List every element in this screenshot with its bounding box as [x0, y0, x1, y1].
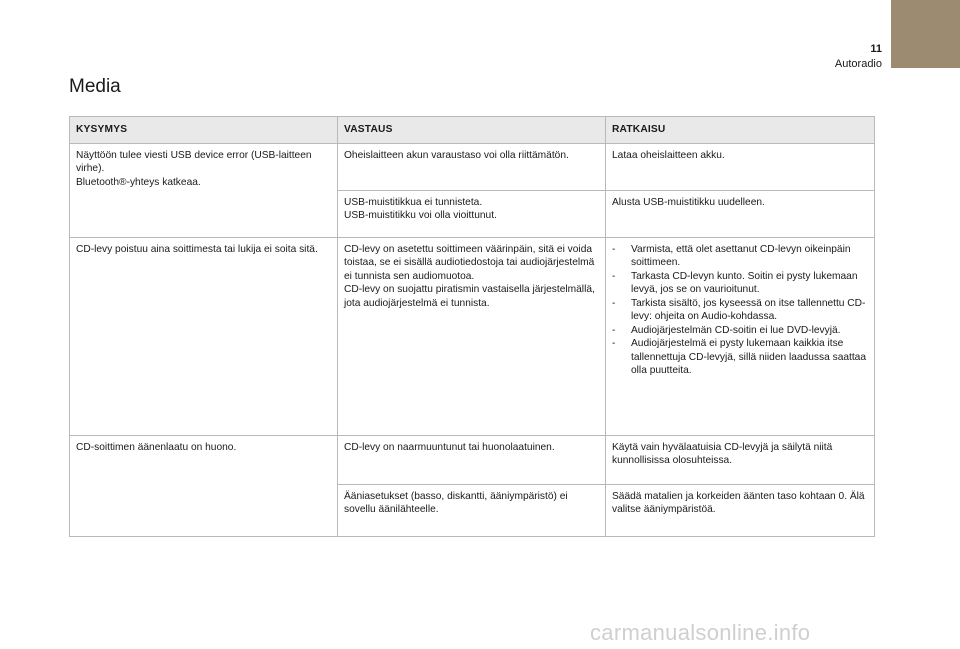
- table-row: [70, 436, 875, 485]
- list-item: - Varmista, että olet asettanut CD-levyn oikeinpäin soittimeen.: [612, 244, 851, 269]
- question-text: Näyttöön tulee viesti USB device error (USB-laitteen virhe).: [76, 150, 312, 175]
- question-text: CD-soittimen äänenlaatu on huono.: [76, 442, 237, 453]
- solution-text: Audiojärjestelmän CD-soitin ei lue DVD-levyjä.: [631, 324, 841, 336]
- page-number: 11: [870, 43, 882, 55]
- answer-cell: [338, 485, 606, 537]
- table-row: [70, 238, 875, 436]
- solution-cell: [606, 144, 875, 191]
- solution-cell: [606, 191, 875, 238]
- answer-text: Ääniasetukset (basso, diskantti, ääniympäristö) ei sovellu äänilähteelle.: [344, 491, 568, 516]
- section-name: Autoradio: [834, 58, 882, 70]
- answer-text: CD-levy on naarmuuntunut tai huonolaatuinen.: [344, 442, 555, 453]
- solution-text: Audiojärjestelmä ei pysty lukemaan kaikkia itse tallennettuja CD-levyjä, sillä niiden laadussa saattaa olla puutteita.: [631, 338, 867, 377]
- answer-text: Oheislaitteen akun varaustaso voi olla riittämätön.: [344, 150, 569, 161]
- column-header-solution: RATKAISU: [606, 117, 875, 144]
- solution-list: [612, 243, 868, 378]
- list-item: - Tarkasta CD-levyn kunto. Soitin ei pysty lukemaan levyä, jos se on vaurioitunut.: [612, 270, 858, 296]
- question-text: Bluetooth®-yhteys katkeaa.: [76, 176, 201, 188]
- column-header-answer: VASTAUS: [338, 117, 606, 144]
- page-title: Media: [69, 76, 121, 97]
- watermark: carmanualsonline.info: [590, 620, 811, 645]
- solution-text: Säädä matalien ja korkeiden äänten taso kohtaan 0. Älä valitse ääniympäristöä.: [612, 491, 865, 516]
- solution-cell: [606, 485, 875, 537]
- question-cell: [70, 436, 338, 537]
- table-row: [70, 144, 875, 191]
- solution-text: Käytä vain hyvälaatuisia CD-levyjä ja säilytä niitä kunnollisissa olosuhteissa.: [612, 442, 833, 467]
- answer-text: CD-levy on asetettu soittimeen väärinpäin, sitä ei voida toistaa, se ei sisällä audiotiedostoja tai audiojärjestelmä ei tunnista sen audiomuotoa.: [344, 244, 595, 282]
- answer-text: USB-muistitikku voi olla vioittunut.: [344, 210, 497, 222]
- section-tab: [891, 0, 960, 68]
- solution-text: Lataa oheislaitteen akku.: [612, 150, 725, 161]
- solution-text: Varmista, että olet asettanut CD-levyn oikeinpäin soittimeen.: [631, 244, 851, 269]
- answer-cell: [338, 238, 606, 436]
- column-header-question: KYSYMYS: [70, 117, 338, 144]
- solution-cell: [606, 436, 875, 485]
- question-cell: [70, 238, 338, 436]
- answer-text: USB-muistitikkua ei tunnisteta.: [344, 197, 483, 208]
- list-item: - Audiojärjestelmän CD-soitin ei lue DVD-levyjä.: [612, 324, 841, 336]
- solution-text: Tarkista sisältö, jos kyseessä on itse tallennettu CD-levy: ohjeita on Audio-kohdassa.: [631, 297, 866, 323]
- list-item: - Tarkista sisältö, jos kyseessä on itse tallennettu CD-levy: ohjeita on Audio-kohdassa.: [612, 297, 866, 323]
- solution-text: Alusta USB-muistitikku uudelleen.: [612, 197, 765, 208]
- faq-table: [69, 116, 875, 537]
- solution-text: Tarkasta CD-levyn kunto. Soitin ei pysty lukemaan levyä, jos se on vaurioitunut.: [631, 270, 858, 296]
- answer-cell: [338, 436, 606, 485]
- answer-cell: [338, 144, 606, 191]
- answer-cell: [338, 191, 606, 238]
- question-text: CD-levy poistuu aina soittimesta tai lukija ei soita sitä.: [76, 244, 318, 255]
- question-cell: [70, 144, 338, 238]
- table-header-row: [70, 117, 875, 144]
- list-item: - Audiojärjestelmä ei pysty lukemaan kaikkia itse tallennettuja CD-levyjä, sillä niiden laadussa saattaa olla puutteita.: [612, 338, 867, 377]
- answer-text: CD-levy on suojattu piratismin vastaisella järjestelmällä, jota audiojärjestelmä ei tunnista.: [344, 284, 595, 309]
- solution-cell: [606, 238, 875, 436]
